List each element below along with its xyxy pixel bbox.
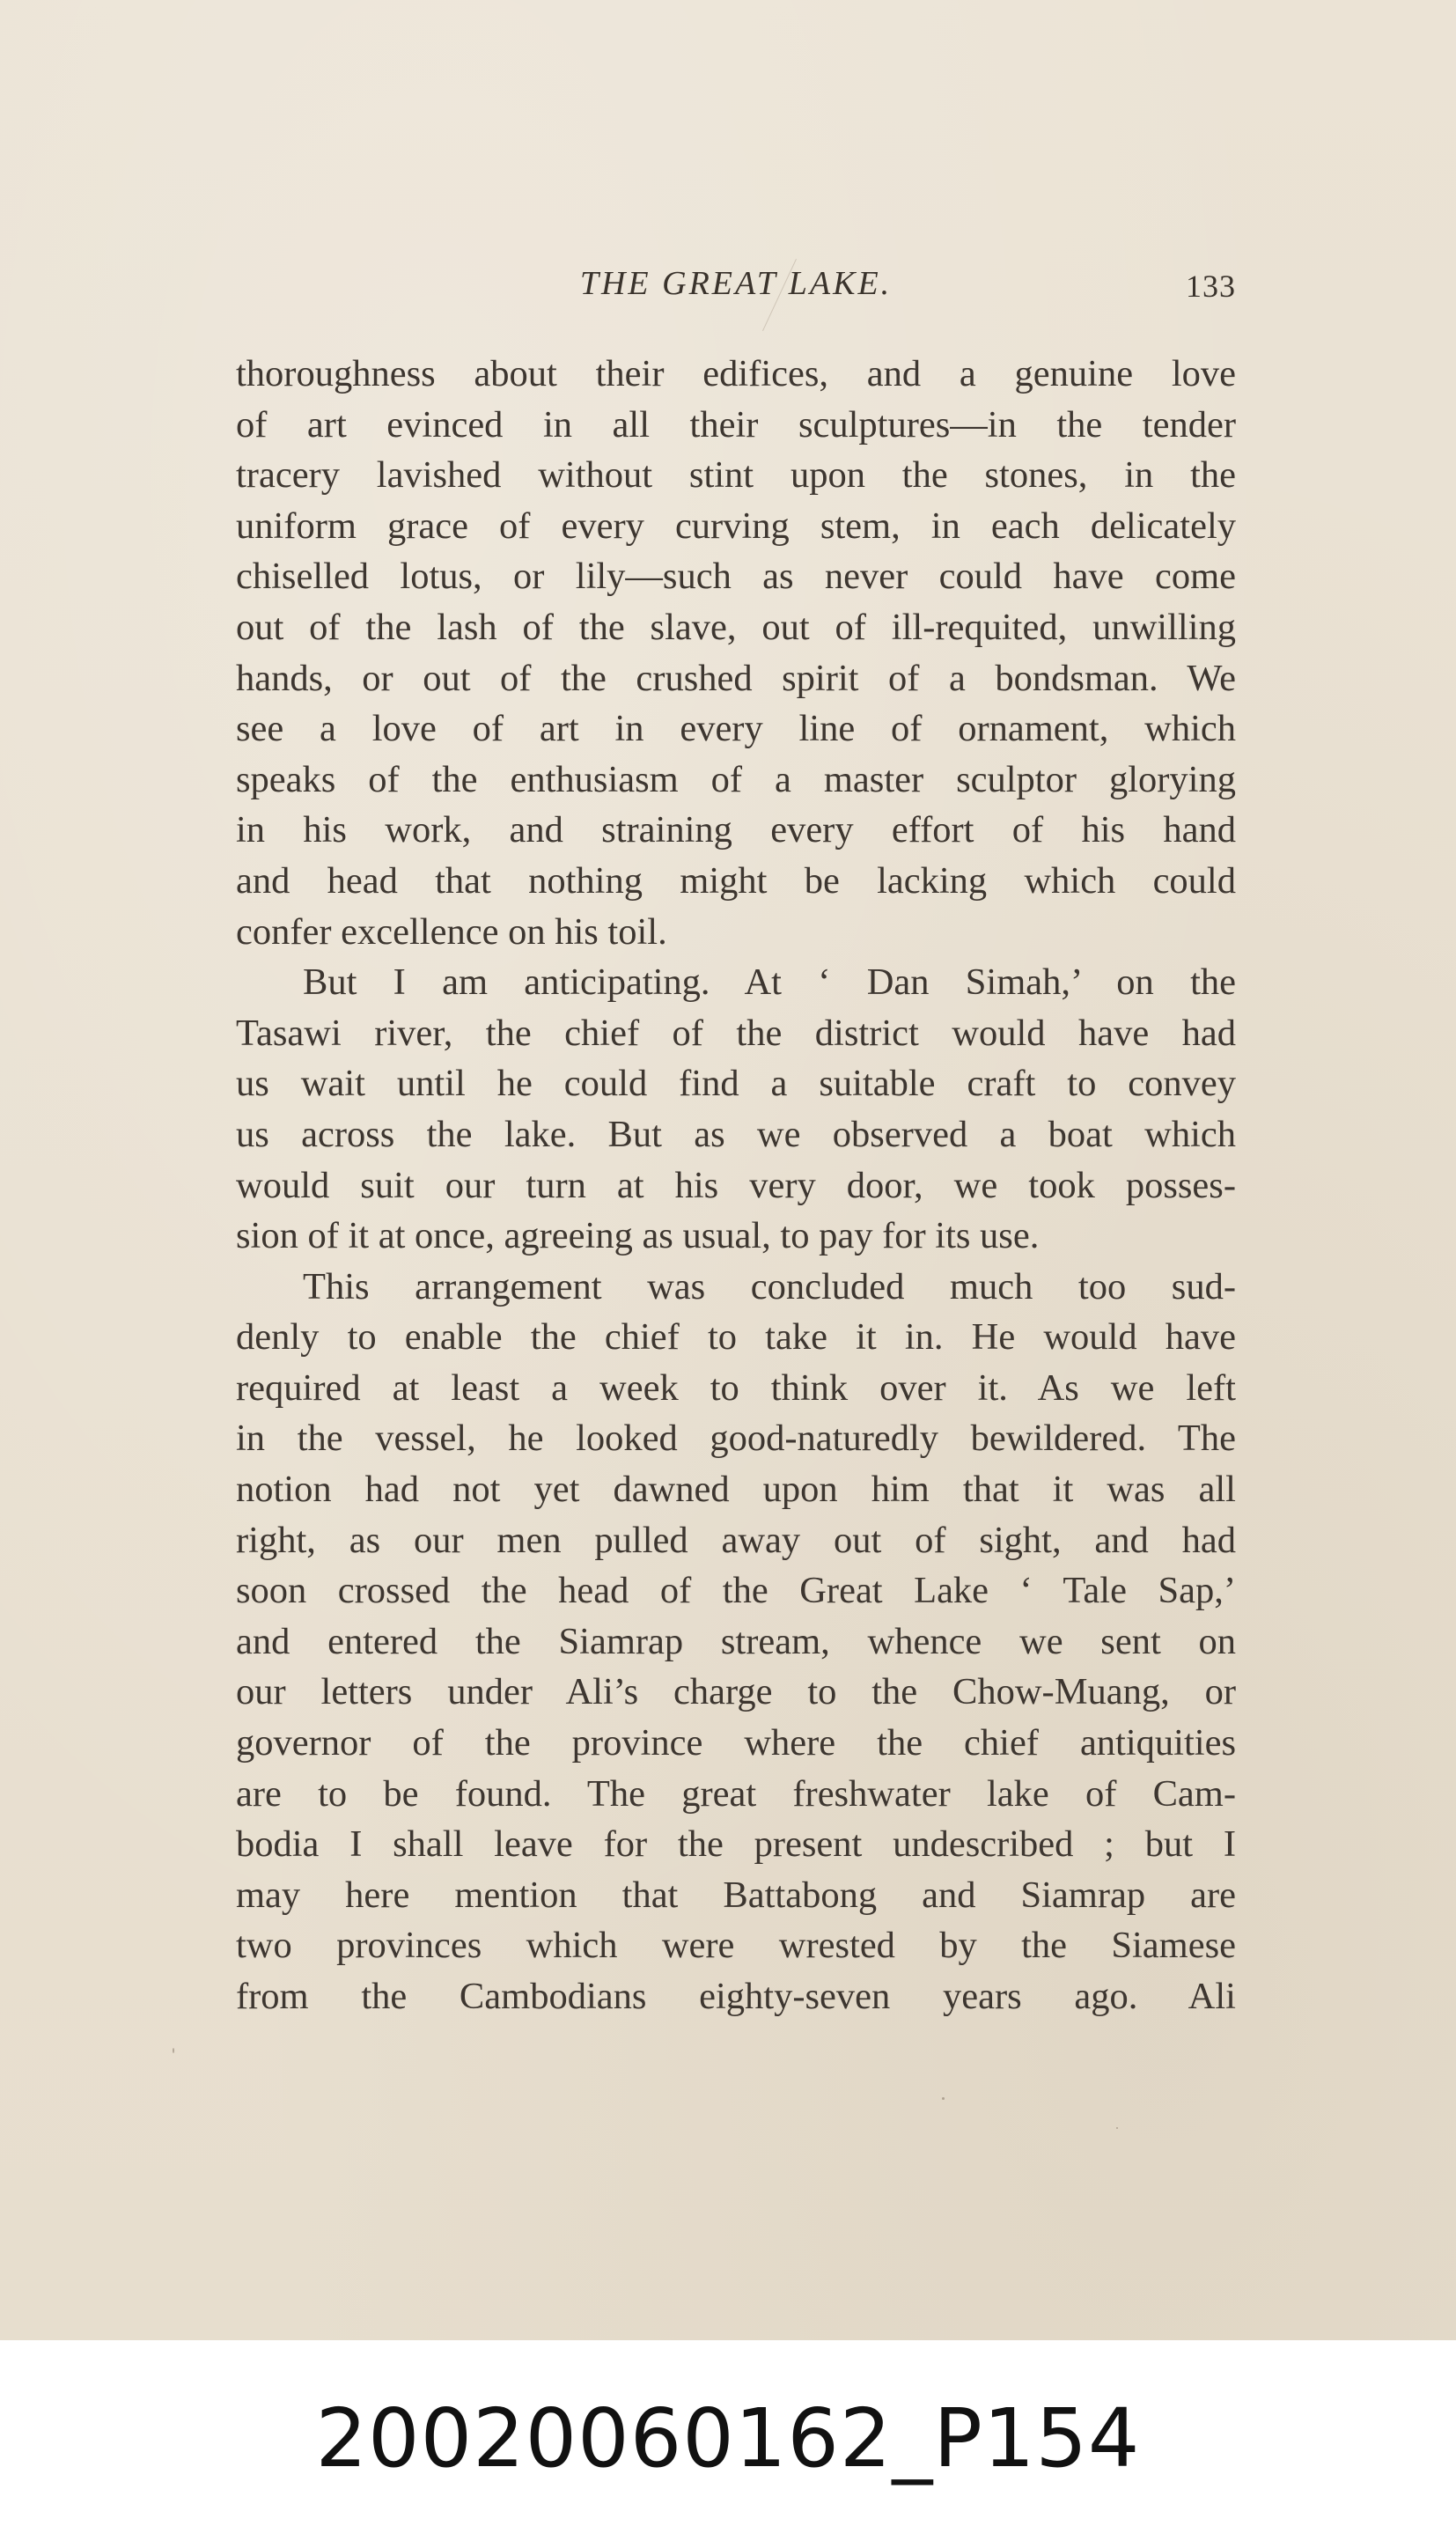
text-line: uniform grace of every curving stem, in each delicately bbox=[236, 504, 1236, 547]
text-line: hands, or out of the crushed spirit of a bondsman. We bbox=[236, 657, 1236, 699]
text-line: notion had not yet dawned upon him that it was all bbox=[236, 1469, 1236, 1511]
text-line: us wait until he could find a suitable craft to convey bbox=[236, 1063, 1236, 1105]
text-line: chiselled lotus, or lily—such as never could have come bbox=[236, 556, 1236, 598]
text-line: two provinces which were wrested by the Siamese bbox=[236, 1925, 1236, 1967]
paper-speck bbox=[173, 2048, 174, 2053]
text-line: right, as our men pulled away out of sight, and had bbox=[236, 1519, 1236, 1561]
text-line: Tasawi river, the chief of the district would have had bbox=[236, 1012, 1236, 1054]
text-line: would suit our turn at his very door, we took posses- bbox=[236, 1164, 1236, 1206]
page-number: 133 bbox=[1186, 269, 1236, 304]
body-text bbox=[236, 349, 1236, 2022]
text-line: of art evinced in all their sculptures—in the tender bbox=[236, 403, 1236, 446]
text-line: soon crossed the head of the Great Lake ‘ Tale Sap,’ bbox=[236, 1570, 1236, 1612]
running-head bbox=[236, 264, 1236, 317]
text-line: This arrangement was concluded much too sud- bbox=[303, 1265, 1236, 1307]
text-line: and head that nothing might be lacking which could bbox=[236, 859, 1236, 902]
text-line: speaks of the enthusiasm of a master sculptor glorying bbox=[236, 758, 1236, 800]
text-line: thoroughness about their edifices, and a genuine love bbox=[236, 353, 1236, 394]
text-line: are to be found. The great freshwater lake of Cam- bbox=[236, 1772, 1236, 1815]
text-line: out of the lash of the slave, out of ill-requited, unwilling bbox=[236, 606, 1236, 648]
text-line: sion of it at once, agreeing as usual, to pay for its use. bbox=[236, 1215, 1040, 1257]
text-line: denly to enable the chief to take it in. He would have bbox=[236, 1316, 1236, 1359]
text-line: from the Cambodians eighty-seven years ago. Ali bbox=[236, 1976, 1236, 2017]
text-line: But I am anticipating. At ‘ Dan Simah,’ on the bbox=[303, 961, 1236, 1004]
text-line: in his work, and straining every effort of his hand bbox=[236, 809, 1236, 851]
text-line: see a love of art in every line of ornament, which bbox=[236, 708, 1236, 750]
running-title: THE GREAT LAKE. bbox=[579, 265, 893, 302]
text-line: required at least a week to think over it. As we left bbox=[236, 1366, 1236, 1409]
text-line: bodia I shall leave for the present undescribed ; but I bbox=[236, 1823, 1236, 1866]
text-line: tracery lavished without stint upon the stones, in the bbox=[236, 454, 1236, 497]
text-line: may here mention that Battabong and Siamrap are bbox=[236, 1874, 1236, 1916]
text-line: and entered the Siamrap stream, whence we sent on bbox=[236, 1620, 1236, 1662]
text-line: confer excellence on his toil. bbox=[236, 910, 667, 953]
text-line: our letters under Ali’s charge to the Chow-Muang, or bbox=[236, 1671, 1236, 1713]
paper-speck bbox=[942, 2097, 945, 2100]
identifier-bar bbox=[0, 2340, 1456, 2548]
paper-speck bbox=[1116, 2127, 1118, 2129]
text-line: us across the lake. But as we observed a boat which bbox=[236, 1113, 1236, 1155]
text-line: in the vessel, he looked good-naturedly bewildered. The bbox=[236, 1418, 1236, 1460]
text-line: governor of the province where the chief antiquities bbox=[236, 1722, 1236, 1764]
scan-identifier: 20020060162_P154 bbox=[315, 2391, 1141, 2485]
